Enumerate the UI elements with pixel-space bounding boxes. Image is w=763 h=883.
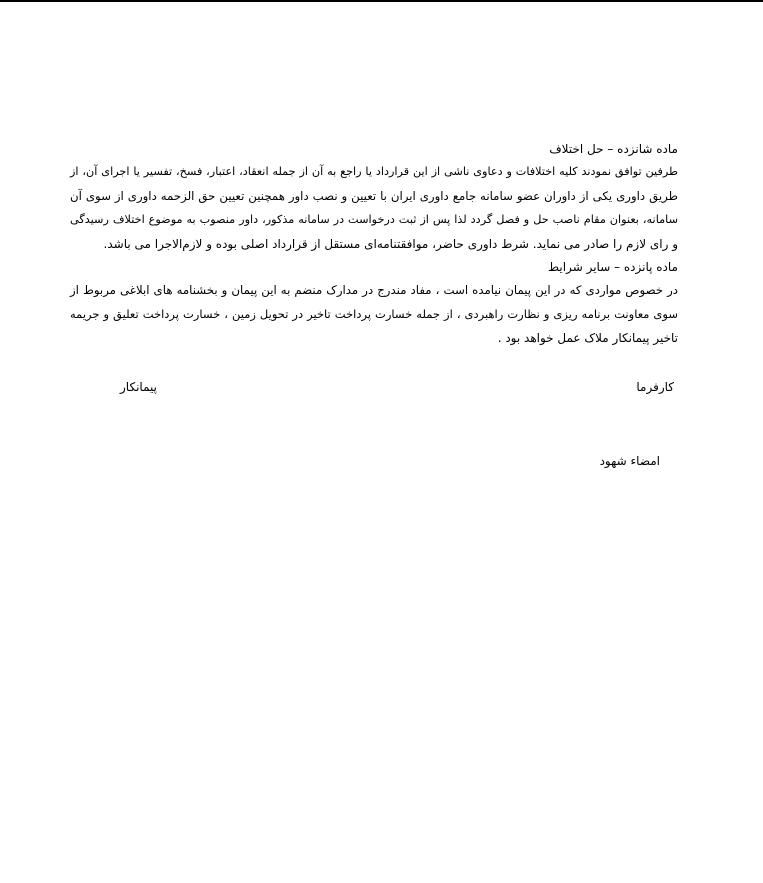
contract-page xyxy=(70,138,678,350)
article-16-line-2: طریق داوری یکی از داوران عضو سامانه جامع داوری ایران با تعیین و نصب داور همچنین تعیین حق الزحمه داوری از سوی آن xyxy=(70,189,678,203)
article-15-line-1: در خصوص مواردی که در این پیمان نیامده است ، مفاد مندرج در مدارک منضم به این پیمان و بخشنامه های ابلاغی مربوط از xyxy=(70,283,678,297)
witness-signature-label: امضاء شهود xyxy=(599,454,660,468)
article-15-paragraph xyxy=(70,278,678,350)
top-border-line xyxy=(0,0,763,2)
article-16-heading: ماده شانزده – حل اختلاف xyxy=(549,142,678,156)
employer-signature-label: کارفرما xyxy=(636,380,674,394)
article-15-line-3: تاخیر پیمانکار ملاک عمل خواهد بود . xyxy=(497,331,678,345)
article-16-paragraph xyxy=(70,160,678,256)
contractor-signature-label: پیمانکار xyxy=(120,380,157,394)
article-15-line-2: سوی معاونت برنامه ریزی و نظارت راهبردی ، از جمله خسارت پرداخت تاخیر در تحویل زمین ، خسارت پرداخت تعلیق و جریمه xyxy=(70,307,678,321)
article-16-line-4: و رای لازم را صادر می نماید. شرط داوری حاضر، موافقتنامه‌ای مستقل از قرارداد اصلی بوده و لازم‌الاجرا می باشد. xyxy=(103,237,678,251)
article-15-heading: ماده پانزده – سایر شرایط xyxy=(548,260,678,274)
article-16-line-3: سامانه، بعنوان مقام ناصب حل و فصل گردد لذا پس از ثبت درخواست در سامانه مذکور، داور منصوب به موضوع اختلاف رسیدگی xyxy=(70,213,678,226)
article-16-line-1: طرفین توافق نمودند کلیه اختلافات و دعاوی ناشی از این قرارداد یا راجع به آن از جمله انعقاد، اعتبار، فسخ، تفسیر یا اجرای آن، از xyxy=(70,165,678,178)
